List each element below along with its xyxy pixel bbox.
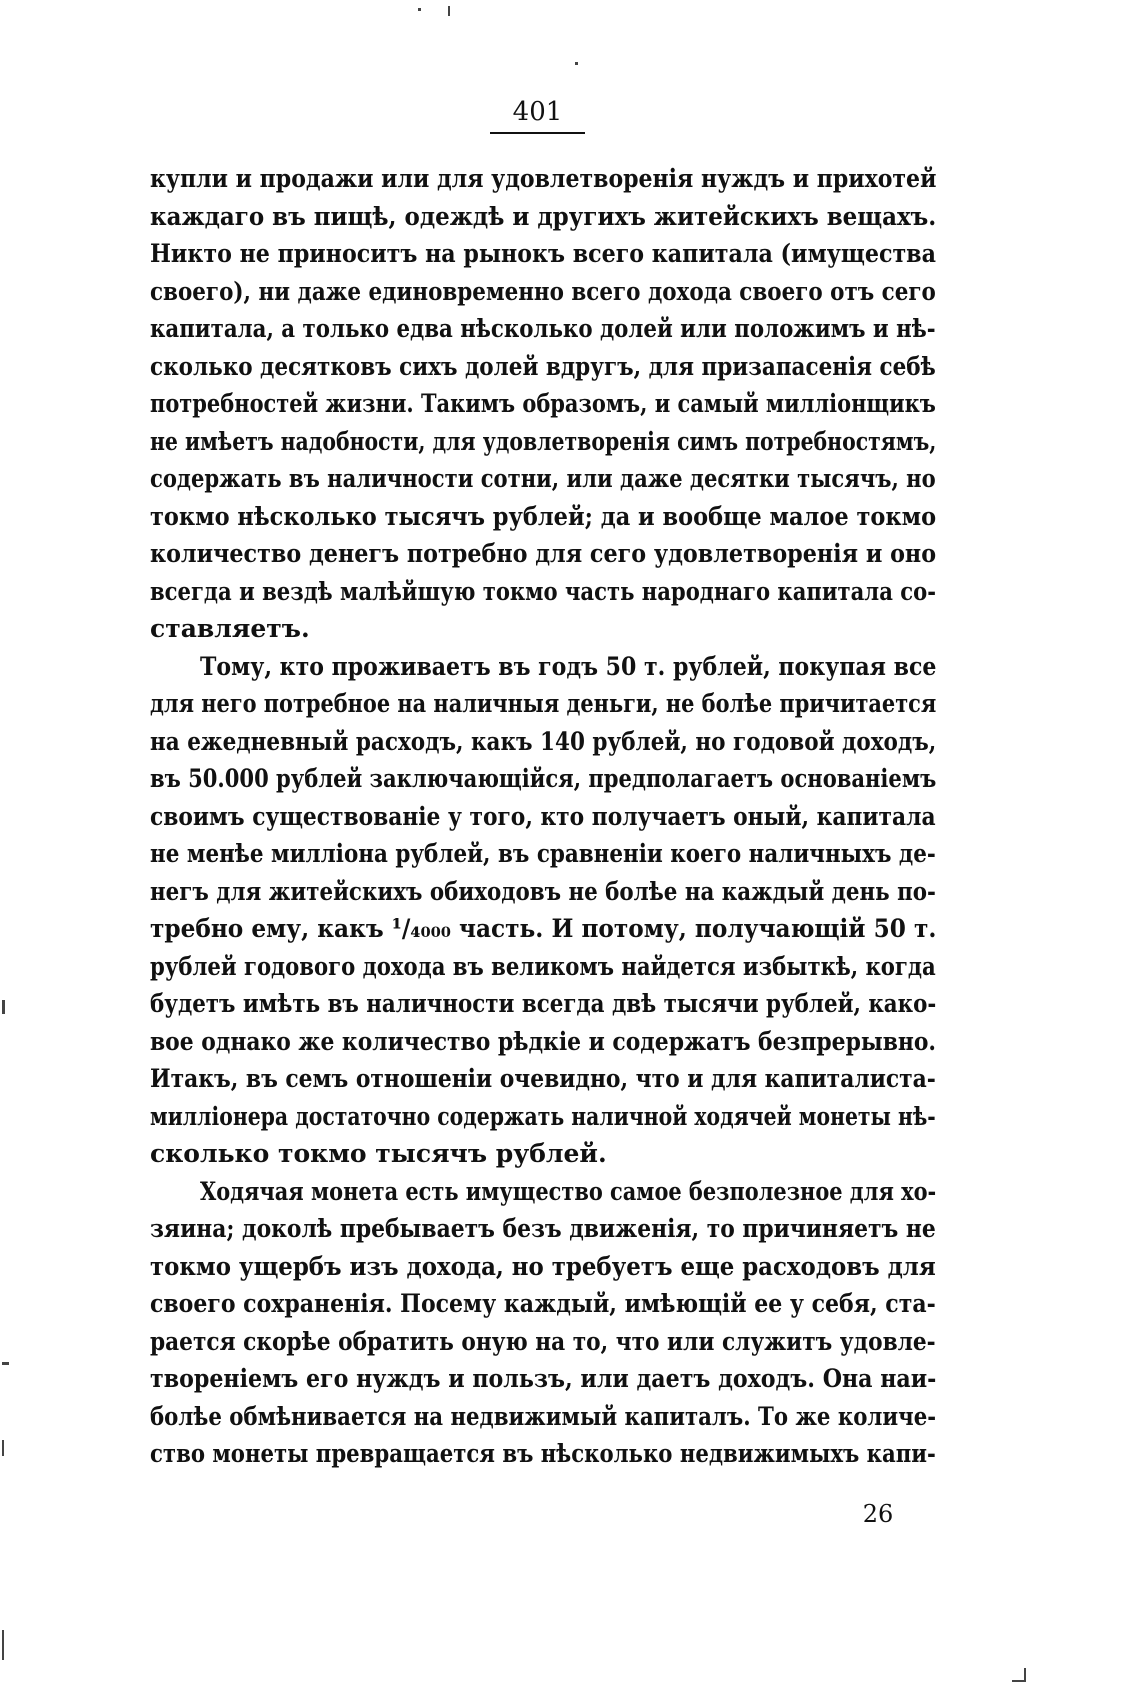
scan-speck bbox=[2, 1362, 9, 1365]
text-line: Тому, кто проживаетъ въ годъ 50 т. рублей, покупая все bbox=[200, 651, 937, 681]
text-line: сколько десятковъ сихъ долей вдругъ, для призапасенія себѣ bbox=[150, 351, 936, 381]
text-line: токмо ущербъ изъ дохода, но требуетъ еще расходовъ для bbox=[150, 1251, 936, 1281]
text-line: капитала, а только едва нѣсколько долей или положимъ и нѣ- bbox=[150, 314, 936, 343]
text-line: Итакъ, въ семъ отношеніи очевидно, что и для капиталиста- bbox=[150, 1064, 936, 1093]
text-line: зяина; доколѣ пребываетъ безъ движенія, то причиняетъ не bbox=[150, 1214, 936, 1243]
text-line: рублей годового дохода въ великомъ найдется избыткѣ, когда bbox=[150, 951, 936, 981]
text-line: Ходячая монета есть имущество самое безполезное для хо- bbox=[200, 1176, 937, 1206]
paragraph-2 bbox=[150, 648, 936, 1173]
text-line: твореніемъ его нуждъ и пользъ, или даетъ доходъ. Она наи- bbox=[150, 1364, 937, 1393]
text-line: милліонера достаточно содержать наличной ходячей монеты нѣ- bbox=[150, 1101, 936, 1131]
text-line: ставляетъ. bbox=[150, 614, 310, 643]
scan-speck bbox=[575, 62, 578, 65]
text-line: не имѣетъ надобности, для удовлетворенія симъ потребностямъ, bbox=[150, 426, 937, 456]
signature-mark: 26 bbox=[862, 1500, 894, 1528]
page-number-rule bbox=[490, 132, 585, 134]
text-line: купли и продажи или для удовлетворенія нуждъ и прихотей bbox=[150, 164, 937, 193]
text-line: ство монеты превращается въ нѣсколько недвижимыхъ капи- bbox=[150, 1439, 936, 1468]
paragraph-3 bbox=[150, 1173, 936, 1473]
text-line: всегда и вездѣ малѣйшую токмо часть народнаго капитала со- bbox=[150, 576, 936, 606]
text-line: своимъ существованіе у того, кто получаетъ оный, капитала bbox=[150, 801, 936, 831]
text-line: въ 50.000 рублей заключающійся, предполагаетъ основаніемъ bbox=[150, 764, 937, 793]
text-line: сколько токмо тысячъ рублей. bbox=[150, 1139, 607, 1168]
text-line: Никто не приноситъ на рынокъ всего капитала (имущества bbox=[150, 239, 936, 268]
text-line: потребностей жизни. Такимъ образомъ, и самый милліонщикъ bbox=[150, 389, 936, 418]
text-line: будетъ имѣть въ наличности всегда двѣ тысячи рублей, како- bbox=[150, 989, 937, 1018]
scan-speck bbox=[448, 6, 450, 16]
scan-speck bbox=[2, 1000, 5, 1014]
scan-speck bbox=[2, 1630, 4, 1660]
text-line: рается скорѣе обратить оную на то, что или служитъ удовле- bbox=[150, 1326, 936, 1356]
text-line: не менѣе милліона рублей, въ сравненіи коего наличныхъ де- bbox=[150, 839, 936, 868]
paragraph-1 bbox=[150, 160, 936, 648]
scan-speck bbox=[2, 1440, 4, 1456]
scan-speck bbox=[1024, 1668, 1026, 1682]
body-text bbox=[150, 160, 936, 1473]
text-line: токмо нѣсколько тысячъ рублей; да и вообще малое токмо bbox=[150, 501, 937, 531]
text-line: количество денегъ потребно для сего удовлетворенія и оно bbox=[150, 539, 937, 568]
scan-speck bbox=[418, 8, 421, 11]
text-line: содержать въ наличности сотни, или даже десятки тысячъ, но bbox=[150, 464, 936, 493]
text-line: каждаго въ пищѣ, одеждѣ и другихъ житейскихъ вещахъ. bbox=[150, 201, 937, 231]
text-line: негъ для житейскихъ обиходовъ не болѣе на каждый день по- bbox=[150, 876, 936, 906]
text-line: своего сохраненія. Посему каждый, имѣющій ее у себя, ста- bbox=[150, 1289, 936, 1318]
text-line: требно ему, какъ ¹/₄₀₀₀ часть. И потому, получающій 50 т. bbox=[150, 914, 937, 943]
text-line: болѣе обмѣнивается на недвижимый капиталъ. То же количе- bbox=[150, 1401, 937, 1431]
text-line: на ежедневный расходъ, какъ 140 рублей, но годовой доходъ, bbox=[150, 726, 937, 756]
text-line: своего), ни даже единовременно всего дохода своего отъ сего bbox=[150, 276, 936, 306]
text-line: для него потребное на наличныя деньги, не болѣе причитается bbox=[150, 689, 937, 718]
page-number: 401 bbox=[512, 97, 563, 127]
text-line: вое однако же количество рѣдкіе и содержатъ безпрерывно. bbox=[150, 1026, 937, 1056]
